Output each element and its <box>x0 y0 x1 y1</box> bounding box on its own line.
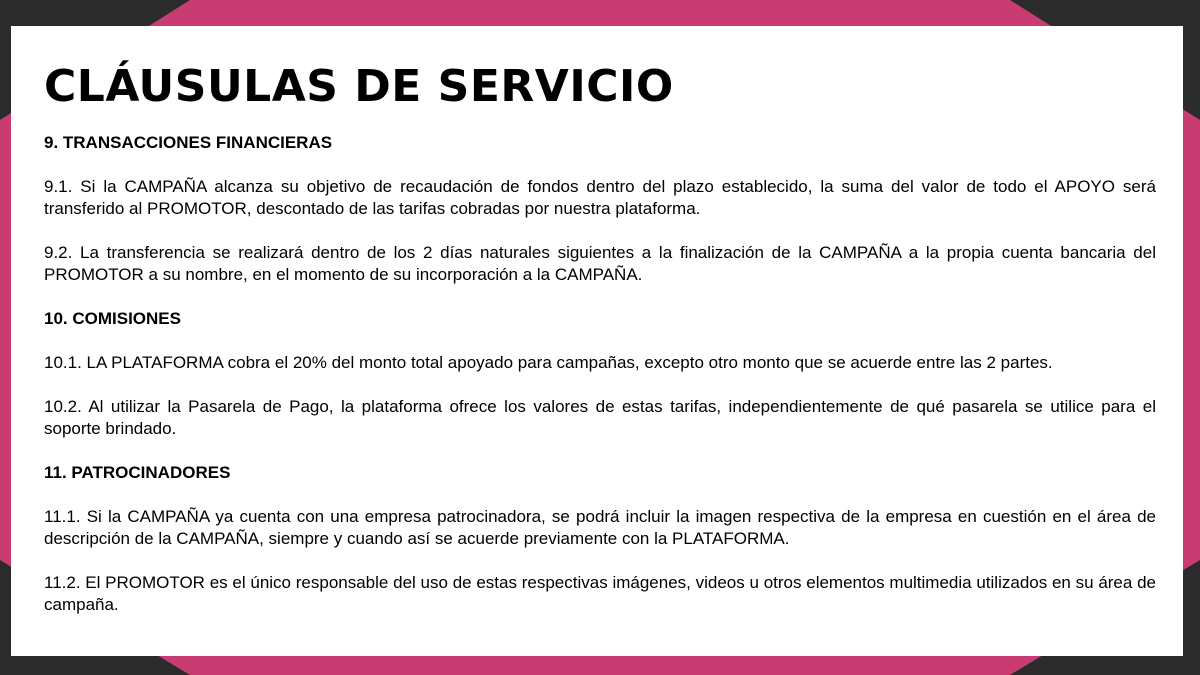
clause-paragraph: 10.1. LA PLATAFORMA cobra el 20% del monto total apoyado para campañas, excepto otro monto que se acuerde entre las 2 partes. <box>44 353 1053 372</box>
clause-paragraph: 9.1. Si la CAMPAÑA alcanza su objetivo de recaudación de fondos dentro del plazo establecido, la suma del valor de todo el APOYO será transferido al PROMOTOR, descontado de las tarifas cobradas por nuestra plataforma. <box>44 177 1156 218</box>
section-financial-transactions <box>44 132 1156 286</box>
clause-paragraph: 9.2. La transferencia se realizará dentro de los 2 días naturales siguientes a la finalización de la CAMPAÑA a la propia cuenta bancaria del PROMOTOR a su nombre, en el momento de su incorporación a la CAMPAÑA. <box>44 243 1156 284</box>
clauses-body <box>44 132 1156 638</box>
content-card <box>11 26 1183 656</box>
section-heading: 9. TRANSACCIONES FINANCIERAS <box>44 133 333 152</box>
section-heading: 11. PATROCINADORES <box>44 463 231 482</box>
page-title: CLÁUSULAS DE SERVICIO <box>44 61 674 112</box>
clause-paragraph: 11.2. El PROMOTOR es el único responsable del uso de estas respectivas imágenes, videos u otros elementos multimedia utilizados en su área de campaña. <box>44 573 1156 614</box>
section-commissions <box>44 308 1156 440</box>
section-heading: 10. COMISIONES <box>44 309 181 328</box>
clause-paragraph: 10.2. Al utilizar la Pasarela de Pago, la plataforma ofrece los valores de estas tarifas, independientemente de qué pasarela se utilice para el soporte brindado. <box>44 397 1156 438</box>
clause-paragraph: 11.1. Si la CAMPAÑA ya cuenta con una empresa patrocinadora, se podrá incluir la imagen respectiva de la empresa en cuestión en el área de descripción de la CAMPAÑA, siempre y cuando así se acuerde previamente con la PLATAFORMA. <box>44 507 1156 548</box>
section-sponsors <box>44 462 1156 616</box>
